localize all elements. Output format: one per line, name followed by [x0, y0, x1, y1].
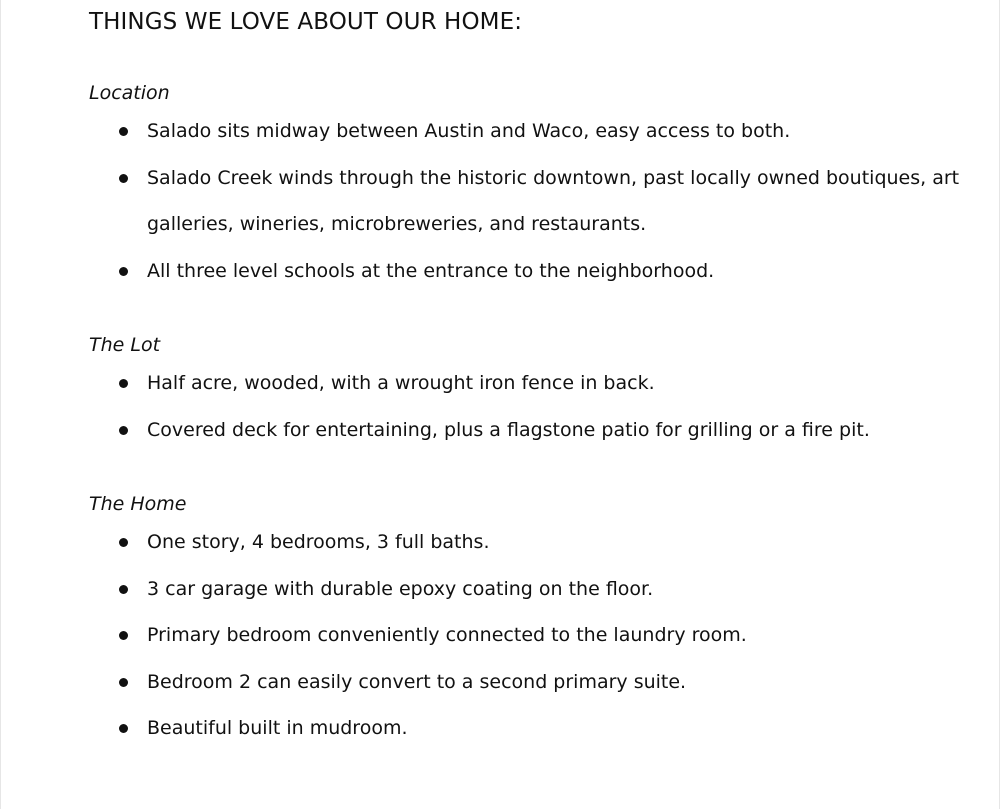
list-item-text: 3 car garage with durable epoxy coating on the floor. [147, 577, 654, 600]
list-item-text: Primary bedroom conveniently connected to the laundry room. [147, 624, 747, 646]
list-item [89, 248, 969, 295]
bullet-icon [119, 678, 128, 687]
bullet-icon [119, 426, 128, 435]
list-item-text: Salado Creek winds through the historic downtown, past locally owned boutiques, art galleries, wineries, microbreweries, and restaurants. [147, 166, 960, 235]
list-item-text: Beautiful built in mudroom. [147, 717, 408, 739]
list-item [89, 612, 969, 659]
location-list [89, 108, 969, 294]
list-item [89, 360, 969, 407]
document-body [89, 0, 969, 752]
list-item [89, 407, 969, 454]
list-item [89, 519, 969, 566]
list-item [89, 155, 969, 248]
section-heading-home: The Home [89, 493, 187, 515]
bullet-icon [119, 631, 128, 640]
bullet-icon [119, 538, 128, 547]
list-item [89, 108, 969, 155]
section-heading-location: Location [89, 82, 170, 104]
bullet-icon [119, 379, 128, 388]
home-list [89, 519, 969, 752]
list-item [89, 659, 969, 706]
section-heading-lot: The Lot [89, 334, 161, 356]
list-item-text: One story, 4 bedrooms, 3 full baths. [147, 531, 490, 553]
document-title: THINGS WE LOVE ABOUT OUR HOME: [89, 9, 523, 35]
bullet-icon [119, 174, 128, 183]
list-item [89, 566, 969, 613]
bullet-icon [119, 724, 128, 733]
list-item-text: Bedroom 2 can easily convert to a second primary suite. [147, 670, 687, 693]
list-item-text: Covered deck for entertaining, plus a flagstone patio for grilling or a fire pit. [147, 418, 870, 441]
list-item-text: Half acre, wooded, with a wrought iron fence in back. [147, 372, 655, 394]
list-item-text: Salado sits midway between Austin and Waco, easy access to both. [147, 120, 791, 142]
bullet-icon [119, 585, 128, 594]
bullet-icon [119, 267, 128, 276]
list-item [89, 705, 969, 752]
bullet-icon [119, 127, 128, 136]
lot-list [89, 360, 969, 453]
list-item-text: All three level schools at the entrance to the neighborhood. [147, 259, 715, 282]
page-left-edge [0, 0, 1, 809]
